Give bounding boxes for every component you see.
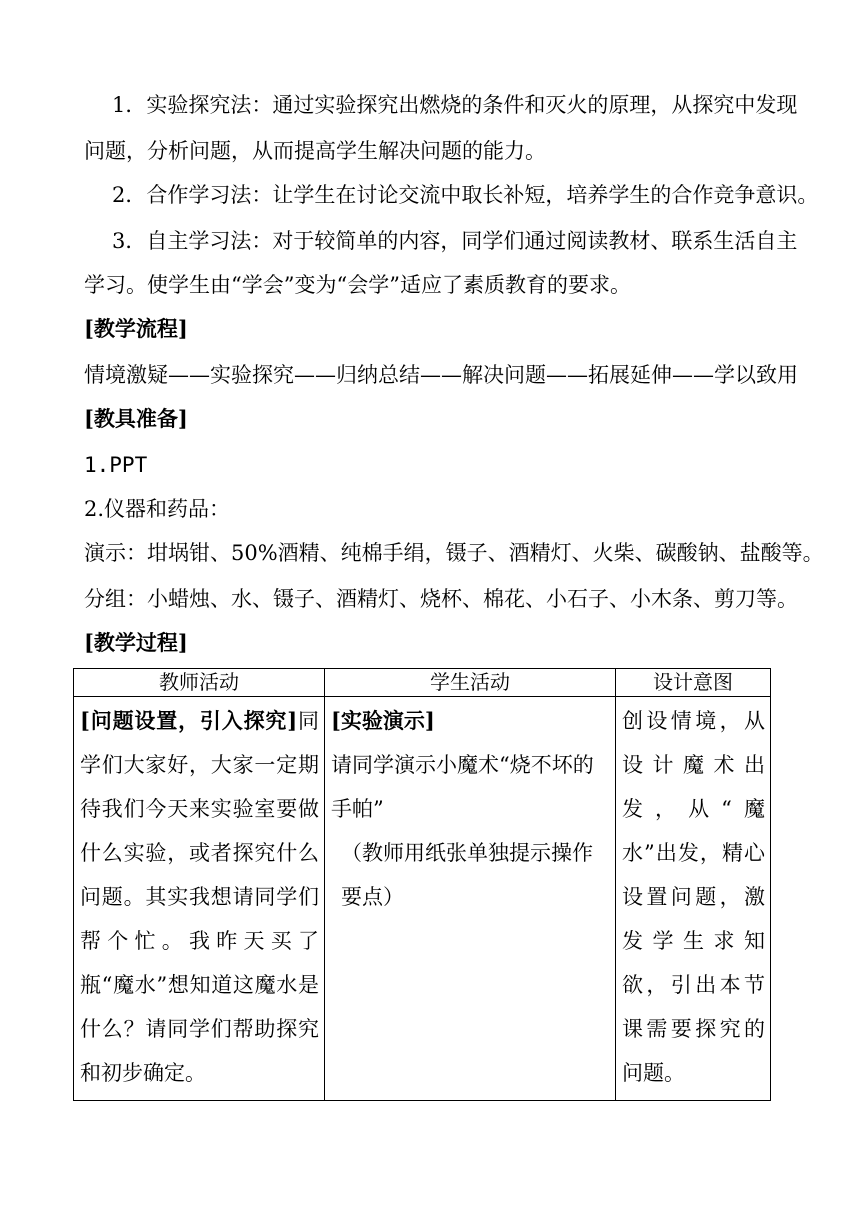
table-header-row <box>74 669 771 697</box>
equipment-group-list: 分组：小蜡烛、水、镊子、酒精灯、烧杯、棉花、小石子、小木条、剪刀等。 <box>84 587 798 611</box>
student-activity-text-2: （教师用纸张单独提示操作要点） <box>341 841 593 909</box>
teacher-activity-cell <box>74 697 325 1101</box>
table-row <box>74 697 771 1101</box>
method-1-line-1: 1．实验探究法：通过实验探究出燃烧的条件和灭火的原理，从探究中发现 <box>112 93 798 117</box>
method-3-line-2: 学习。使学生由“学会”变为“会学”适应了素质教育的要求。 <box>84 273 631 297</box>
teacher-activity-text: 同学们大家好，大家一定期待我们今天来实验室要做什么实验，或者探究什么问题。其实我想请同学们帮个忙。我昨天买了瓶“魔水”想知道这魔水是什么？请同学们帮助探究和初步确定。 <box>80 709 320 1085</box>
design-intent-cell <box>616 697 771 1101</box>
column-header-student: 学生活动 <box>325 669 616 697</box>
teaching-flow-heading: [教学流程] <box>84 316 188 341</box>
method-1-line-2: 问题，分析问题，从而提高学生解决问题的能力。 <box>84 139 546 163</box>
method-3-line-1: 3．自主学习法：对于较简单的内容，同学们通过阅读教材、联系生活自主 <box>112 229 798 253</box>
teaching-flow-content: 情境激疑——实验探究——归纳总结——解决问题——拓展延伸——学以致用 <box>84 363 798 387</box>
process-heading: [教学过程] <box>84 630 188 655</box>
method-2-line-1: 2．合作学习法：让学生在讨论交流中取长补短，培养学生的合作竞争意识。 <box>112 183 819 207</box>
column-header-intent: 设计意图 <box>616 669 771 697</box>
teaching-process-table <box>73 668 771 1101</box>
column-header-teacher: 教师活动 <box>74 669 325 697</box>
student-activity-title: [实验演示] <box>331 708 435 733</box>
equipment-demo-list: 演示：坩埚钳、50%酒精、纯棉手绢，镊子、酒精灯、火柴、碳酸钠、盐酸等。 <box>84 541 824 565</box>
equipment-item-instruments: 2.仪器和药品： <box>84 497 231 521</box>
equipment-heading: [教具准备] <box>84 406 188 431</box>
equipment-item-ppt: 1.PPT <box>84 453 148 477</box>
teacher-activity-title: [问题设置，引入探究] <box>80 708 298 733</box>
student-activity-text-1: 请同学演示小魔术“烧不坏的手帕” <box>331 753 594 821</box>
design-intent-text: 创设情境，从设计魔术出发，从“魔水”出发，精心设置问题，激发学生求知欲，引出本节课需要探究的问题。 <box>622 709 765 1085</box>
student-activity-cell <box>325 697 616 1101</box>
